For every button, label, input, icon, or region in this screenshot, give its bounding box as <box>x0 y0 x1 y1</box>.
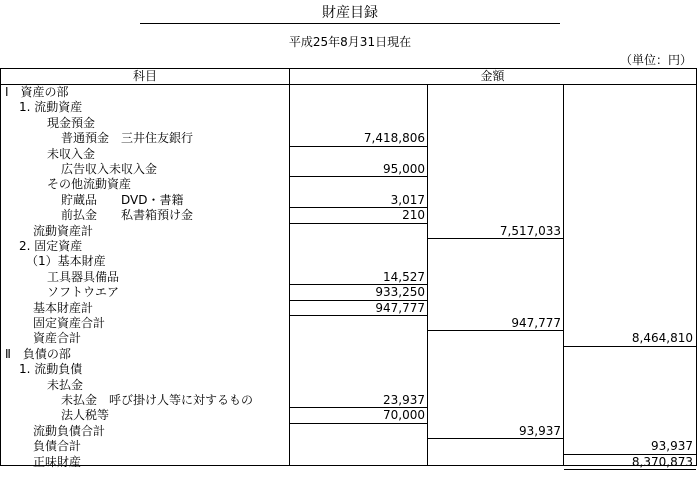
inventory-table <box>0 68 697 469</box>
row-label: 普通預金 三井住友銀行 <box>61 131 194 146</box>
table-row <box>1 116 696 131</box>
table-row <box>1 393 696 408</box>
table-row <box>1 285 696 300</box>
row-label: Ⅰ 資産の部 <box>5 85 69 99</box>
table-row <box>1 85 696 100</box>
row-amount: 14,527 <box>383 269 425 284</box>
row-label: Ⅱ 負債の部 <box>5 346 71 361</box>
table-row <box>1 362 696 377</box>
table-row <box>1 455 696 470</box>
cell-rule <box>564 469 696 470</box>
table-row <box>1 347 696 362</box>
row-amount: 23,937 <box>383 393 425 407</box>
row-label: ソフトウエア <box>47 285 120 300</box>
table-row <box>1 316 696 331</box>
table-row <box>1 239 696 254</box>
row-label: 固定資産合計 <box>33 316 106 330</box>
row-label: 負債合計 <box>33 439 82 454</box>
as-of-date: 平成25年8月31日現在 <box>288 35 412 49</box>
row-label: （1）基本財産 <box>26 254 106 269</box>
table-row <box>1 208 696 223</box>
row-amount: 210 <box>402 208 425 223</box>
row-label: 現金預金 <box>47 115 96 130</box>
table-row <box>1 270 696 285</box>
row-amount: 8,464,810 <box>631 331 693 346</box>
cell-rule <box>290 315 428 316</box>
table-row <box>1 131 696 146</box>
row-label: 法人税等 <box>61 408 110 423</box>
row-label: 未収入金 <box>47 146 96 161</box>
row-amount: 947,777 <box>511 316 561 330</box>
row-label: 未払金 <box>47 377 84 392</box>
row-label: 流動資産計 <box>33 223 94 238</box>
row-label: 流動負債合計 <box>33 423 106 438</box>
table-row <box>1 439 696 454</box>
row-amount: 8,370,873 <box>631 454 693 469</box>
table-row <box>1 301 696 316</box>
row-label: 2. 固定資産 <box>19 239 83 253</box>
cell-rule <box>290 146 428 147</box>
document-title: 財産目録 <box>140 3 560 24</box>
header-amount: 金額 <box>480 69 505 83</box>
table-header <box>1 69 696 85</box>
row-label: 1. 流動資産 <box>19 100 83 115</box>
cell-rule <box>290 223 428 224</box>
table-row <box>1 254 696 269</box>
row-amount: 93,937 <box>519 423 561 438</box>
row-label: 基本財産計 <box>33 300 94 315</box>
row-amount: 95,000 <box>383 162 425 176</box>
row-amount: 3,017 <box>390 192 425 207</box>
cell-rule <box>428 238 564 239</box>
cell-rule <box>290 207 428 208</box>
row-label: 前払金 私書箱預け金 <box>61 208 194 223</box>
unit-label: （単位：円） <box>619 53 692 67</box>
table-row <box>1 193 696 208</box>
row-label: 未払金 呼び掛け人等に対するもの <box>61 393 254 407</box>
row-amount: 7,418,806 <box>363 131 425 146</box>
table-row <box>1 147 696 162</box>
table-row <box>1 424 696 439</box>
cell-rule <box>290 423 428 424</box>
row-label: 貯蔵品 DVD・書籍 <box>61 192 184 207</box>
cell-rule <box>428 438 564 439</box>
row-label: 正味財産 <box>33 454 82 469</box>
table-row <box>1 331 696 346</box>
table-row <box>1 224 696 239</box>
row-label: 1. 流動負債 <box>19 362 83 377</box>
row-amount: 947,777 <box>375 300 425 315</box>
header-subject: 科目 <box>132 69 157 83</box>
table-row <box>1 408 696 423</box>
cell-rule <box>290 407 428 408</box>
row-amount: 7,517,033 <box>499 223 561 238</box>
row-amount: 70,000 <box>383 408 425 423</box>
cell-rule <box>290 300 428 301</box>
table-row <box>1 177 696 192</box>
row-label: その他流動資産 <box>47 177 132 192</box>
cell-rule <box>428 330 564 331</box>
row-label: 資産合計 <box>33 331 82 346</box>
row-label: 工具器具備品 <box>47 269 120 284</box>
row-amount: 93,937 <box>651 439 693 454</box>
cell-rule <box>564 454 696 455</box>
row-amount: 933,250 <box>375 285 425 300</box>
cell-rule <box>290 176 428 177</box>
cell-rule <box>564 346 696 347</box>
table-row <box>1 162 696 177</box>
cell-rule <box>290 284 428 285</box>
table-row <box>1 378 696 393</box>
row-label: 広告収入未収入金 <box>61 162 158 176</box>
table-row <box>1 100 696 115</box>
